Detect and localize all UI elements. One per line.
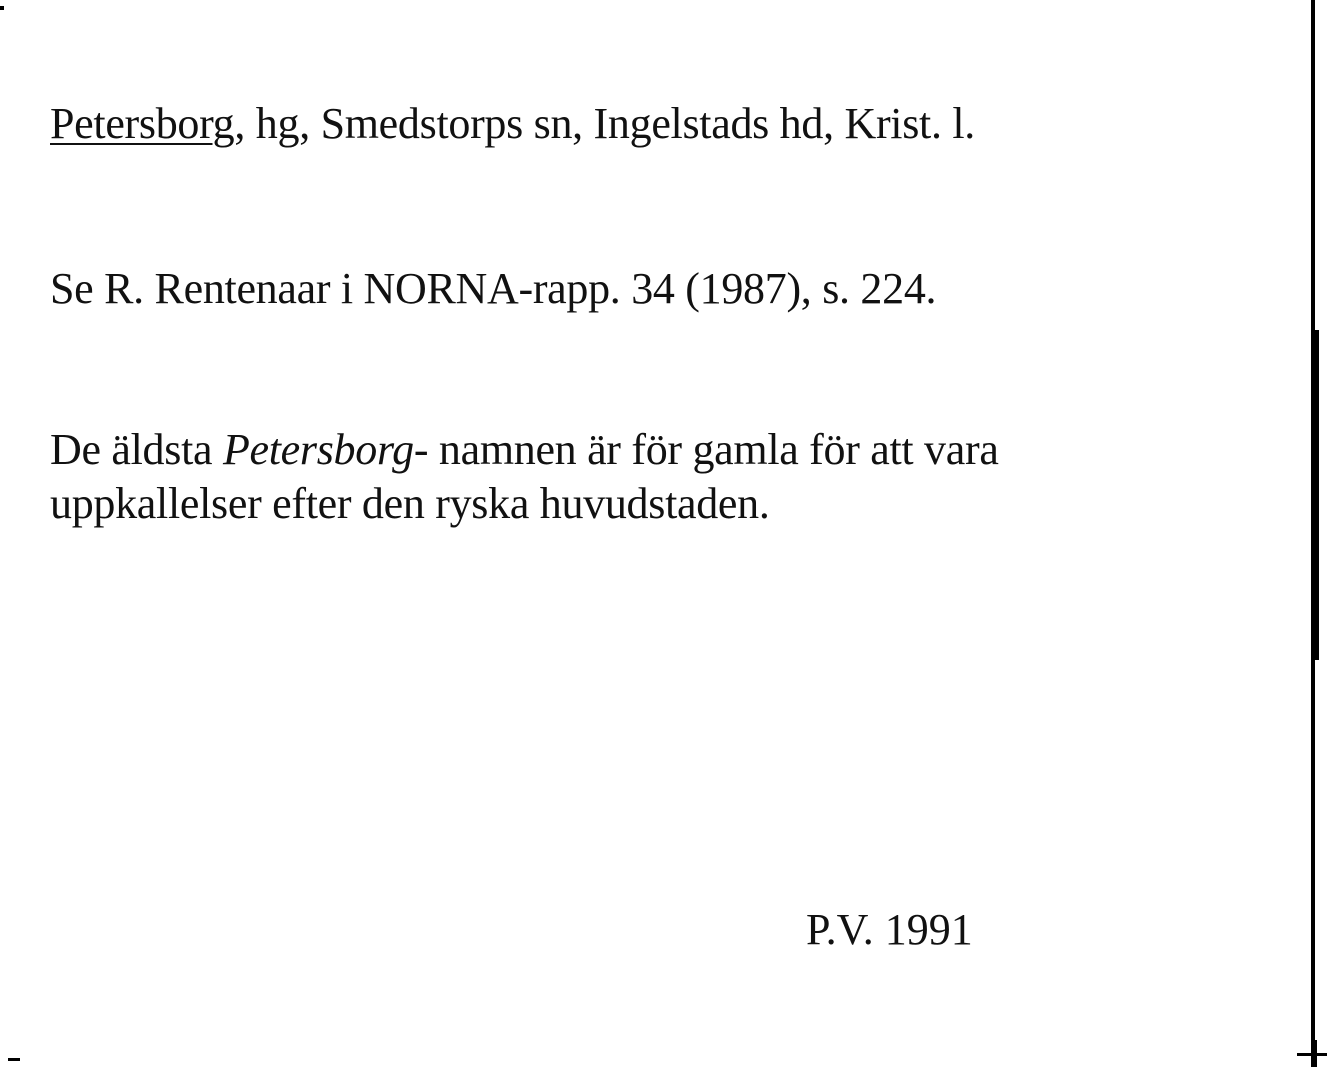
note-line-1	[50, 422, 999, 478]
corner-crop-mark	[1297, 1053, 1327, 1056]
note-italic-name: Petersborg	[222, 425, 414, 474]
corner-crop-mark-vertical	[1314, 1040, 1317, 1067]
scan-artifact-dash	[8, 1058, 20, 1061]
note-prefix: De äldsta	[50, 425, 223, 474]
note-suffix: - namnen är för gamla för att vara	[413, 425, 999, 474]
heading-details: , hg, Smedstorps sn, Ingelstads hd, Krist. l.	[234, 99, 975, 148]
reference-line: Se R. Rentenaar i NORNA-rapp. 34 (1987), s. 224.	[50, 264, 937, 313]
scan-artifact-dot	[0, 6, 4, 10]
card-heading	[50, 96, 975, 152]
headword: Petersborg	[50, 99, 235, 148]
card-right-edge-shadow	[1313, 330, 1319, 660]
signature: P.V. 1991	[806, 905, 973, 954]
note-line-2: uppkallelser efter den ryska huvudstaden.	[50, 479, 770, 528]
